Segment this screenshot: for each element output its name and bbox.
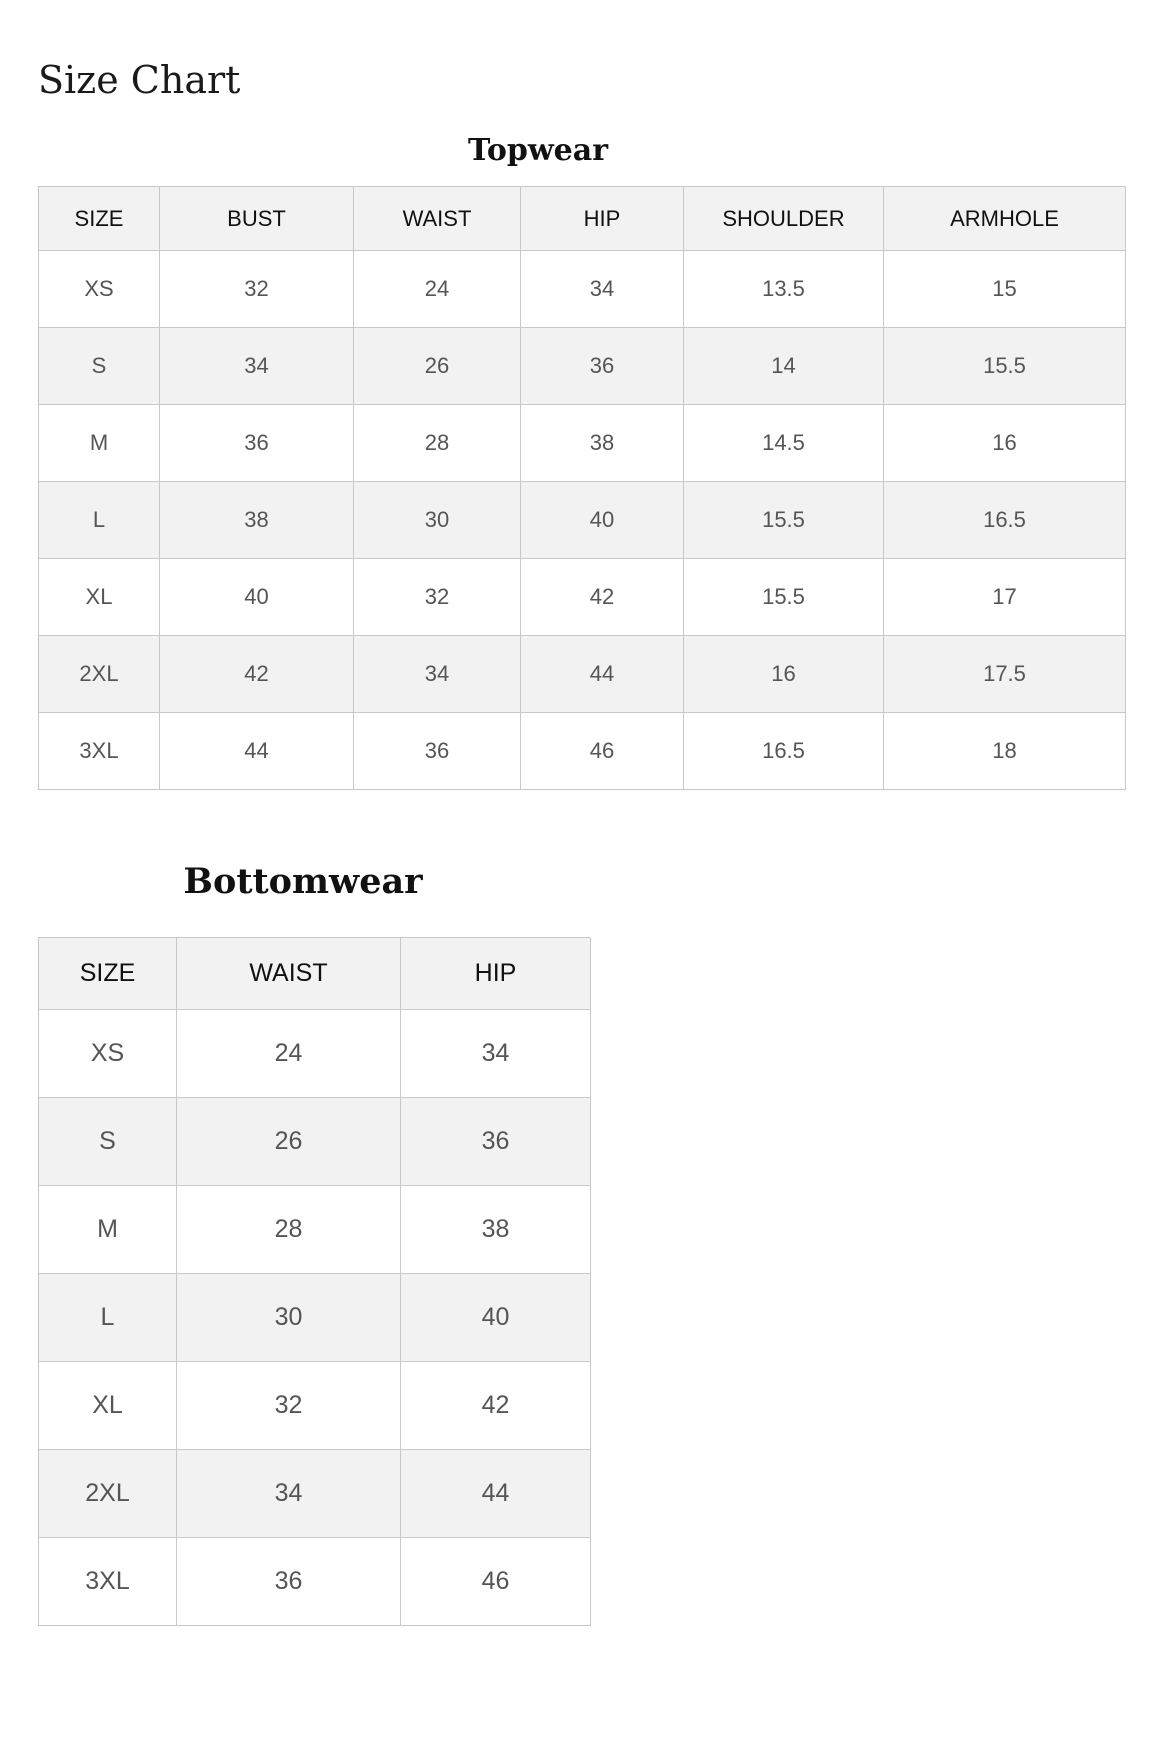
bust-cell: 36	[160, 405, 354, 482]
bottomwear-table-header	[39, 938, 591, 1010]
armhole-cell: 16.5	[884, 482, 1126, 559]
size-cell: S	[39, 1098, 177, 1186]
bust-cell: 38	[160, 482, 354, 559]
column-header-hip: HIP	[401, 938, 591, 1010]
topwear-table-body	[39, 251, 1126, 790]
shoulder-cell: 13.5	[684, 251, 884, 328]
size-cell: 3XL	[39, 1538, 177, 1626]
waist-cell: 30	[354, 482, 521, 559]
armhole-cell: 18	[884, 713, 1126, 790]
shoulder-cell: 15.5	[684, 482, 884, 559]
hip-cell: 38	[401, 1186, 591, 1274]
waist-cell: 36	[354, 713, 521, 790]
shoulder-cell: 16	[684, 636, 884, 713]
table-row	[39, 713, 1126, 790]
hip-cell: 42	[521, 559, 684, 636]
table-row	[39, 1010, 591, 1098]
size-cell: 2XL	[39, 636, 160, 713]
table-row	[39, 1098, 591, 1186]
size-cell: XS	[39, 1010, 177, 1098]
waist-cell: 30	[177, 1274, 401, 1362]
column-header-armhole: ARMHOLE	[884, 187, 1126, 251]
size-cell: XL	[39, 559, 160, 636]
bust-cell: 42	[160, 636, 354, 713]
size-cell: M	[39, 1186, 177, 1274]
table-row	[39, 328, 1126, 405]
table-row	[39, 1274, 591, 1362]
size-cell: M	[39, 405, 160, 482]
hip-cell: 40	[401, 1274, 591, 1362]
waist-cell: 32	[177, 1362, 401, 1450]
column-header-waist: WAIST	[177, 938, 401, 1010]
column-header-shoulder: SHOULDER	[684, 187, 884, 251]
size-cell: L	[39, 1274, 177, 1362]
size-cell: 3XL	[39, 713, 160, 790]
size-cell: S	[39, 328, 160, 405]
hip-cell: 40	[521, 482, 684, 559]
bust-cell: 32	[160, 251, 354, 328]
hip-cell: 38	[521, 405, 684, 482]
header-row	[39, 938, 591, 1010]
waist-cell: 36	[177, 1538, 401, 1626]
table-row	[39, 405, 1126, 482]
hip-cell: 44	[521, 636, 684, 713]
bust-cell: 40	[160, 559, 354, 636]
bottomwear-size-table	[38, 937, 591, 1626]
hip-cell: 36	[401, 1098, 591, 1186]
hip-cell: 34	[401, 1010, 591, 1098]
armhole-cell: 17	[884, 559, 1126, 636]
hip-cell: 44	[401, 1450, 591, 1538]
column-header-size: SIZE	[39, 938, 177, 1010]
waist-cell: 26	[354, 328, 521, 405]
waist-cell: 28	[177, 1186, 401, 1274]
waist-cell: 24	[177, 1010, 401, 1098]
waist-cell: 28	[354, 405, 521, 482]
waist-cell: 34	[354, 636, 521, 713]
shoulder-cell: 15.5	[684, 559, 884, 636]
shoulder-cell: 16.5	[684, 713, 884, 790]
armhole-cell: 16	[884, 405, 1126, 482]
shoulder-cell: 14.5	[684, 405, 884, 482]
armhole-cell: 15	[884, 251, 1126, 328]
bottomwear-table-body	[39, 1010, 591, 1626]
waist-cell: 26	[177, 1098, 401, 1186]
hip-cell: 46	[521, 713, 684, 790]
header-row	[39, 187, 1126, 251]
size-cell: L	[39, 482, 160, 559]
bottomwear-title: Bottomwear	[183, 861, 423, 902]
waist-cell: 24	[354, 251, 521, 328]
table-row	[39, 251, 1126, 328]
table-row	[39, 482, 1126, 559]
table-row	[39, 1450, 591, 1538]
armhole-cell: 15.5	[884, 328, 1126, 405]
hip-cell: 34	[521, 251, 684, 328]
column-header-size: SIZE	[39, 187, 160, 251]
column-header-waist: WAIST	[354, 187, 521, 251]
hip-cell: 46	[401, 1538, 591, 1626]
topwear-size-table	[38, 186, 1126, 790]
size-cell: XL	[39, 1362, 177, 1450]
table-row	[39, 559, 1126, 636]
column-header-hip: HIP	[521, 187, 684, 251]
table-row	[39, 636, 1126, 713]
waist-cell: 34	[177, 1450, 401, 1538]
bust-cell: 34	[160, 328, 354, 405]
hip-cell: 42	[401, 1362, 591, 1450]
table-row	[39, 1538, 591, 1626]
waist-cell: 32	[354, 559, 521, 636]
table-row	[39, 1362, 591, 1450]
table-row	[39, 1186, 591, 1274]
page-title: Size Chart	[38, 58, 241, 102]
topwear-title: Topwear	[467, 133, 609, 168]
armhole-cell: 17.5	[884, 636, 1126, 713]
shoulder-cell: 14	[684, 328, 884, 405]
topwear-table-header	[39, 187, 1126, 251]
column-header-bust: BUST	[160, 187, 354, 251]
hip-cell: 36	[521, 328, 684, 405]
size-cell: XS	[39, 251, 160, 328]
bust-cell: 44	[160, 713, 354, 790]
size-cell: 2XL	[39, 1450, 177, 1538]
